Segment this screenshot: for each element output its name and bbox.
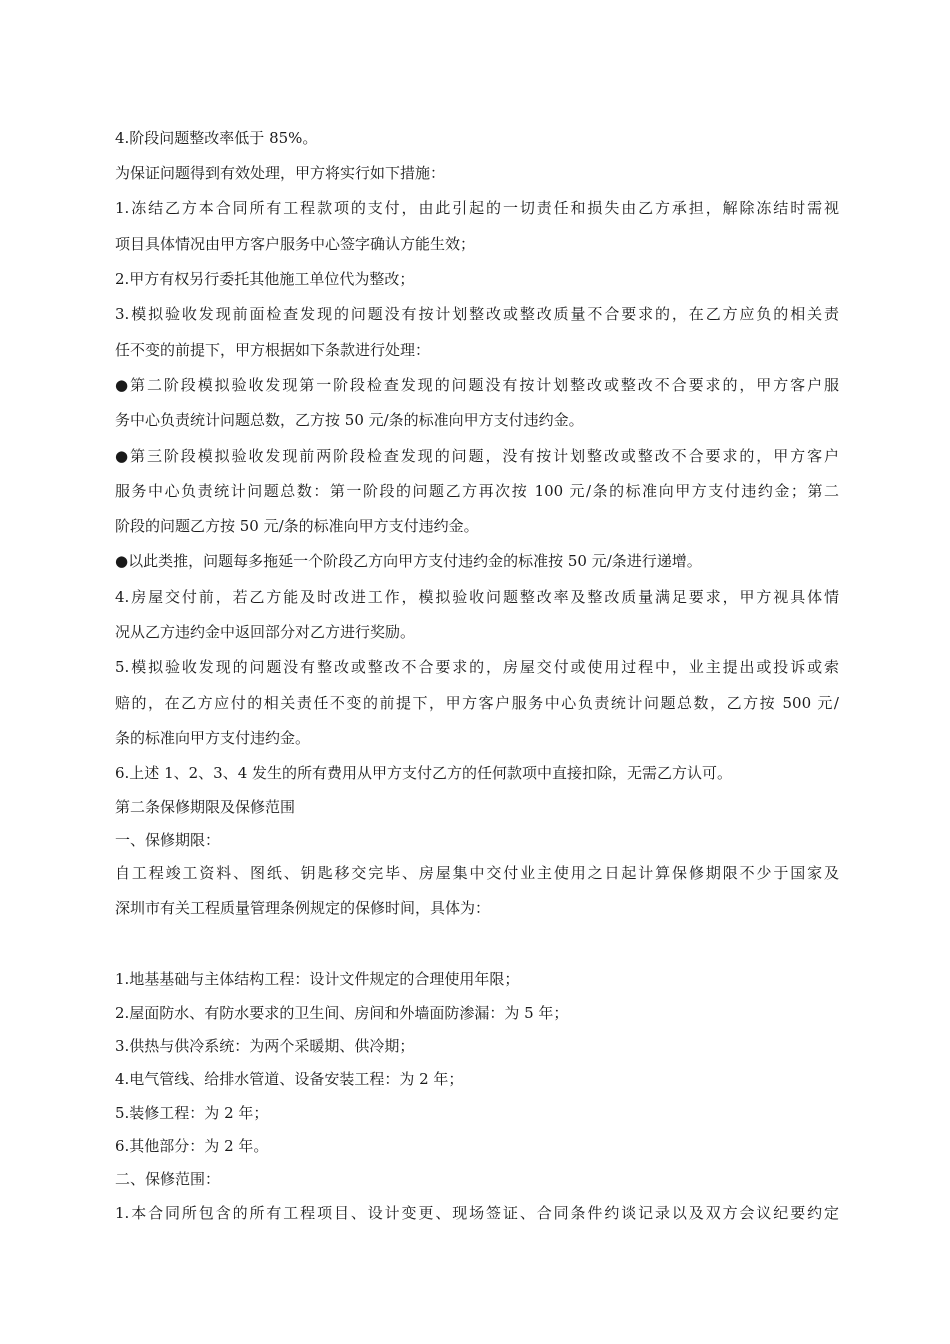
text-line: ●以此类推，问题每多拖延一个阶段乙方向甲方支付违约金的标准按 50 元/条进行递增。 (115, 552, 702, 570)
text-line: 4.阶段问题整改率低于 85%。 (115, 129, 318, 147)
text-line: 6.上述 1、2、3、4 发生的所有费用从甲方支付乙方的任何款项中直接扣除，无需乙方认可。 (115, 764, 733, 782)
text-line: 3.模拟验收发现前面检查发现的问题没有按计划整改或整改质量不合要求的，在乙方应负的相关责 (115, 305, 839, 323)
text-line: 深圳市有关工程质量管理条例规定的保修时间，具体为： (115, 899, 491, 917)
text-line: 4.电气管线、给排水管道、设备安装工程：为 2 年； (115, 1070, 464, 1088)
text-line: 任不变的前提下，甲方根据如下条款进行处理： (115, 341, 431, 359)
text-line: 为保证问题得到有效处理，甲方将实行如下措施： (115, 164, 446, 182)
text-line: 4.房屋交付前，若乙方能及时改进工作，模拟验收问题整改率及整改质量满足要求，甲方视具体情 (115, 588, 839, 606)
text-line: 条的标准向甲方支付违约金。 (115, 729, 311, 747)
subsection-heading: 一、保修期限： (115, 831, 221, 849)
text-line: 2.屋面防水、有防水要求的卫生间、房间和外墙面防渗漏：为 5 年； (115, 1004, 569, 1022)
text-line: 项目具体情况由甲方客户服务中心签字确认方能生效； (115, 235, 476, 253)
text-line: 1.本合同所包含的所有工程项目、设计变更、现场签证、合同条件约谈记录以及双方会议纪要约定 (115, 1204, 839, 1222)
subsection-heading: 二、保修范围： (115, 1170, 221, 1188)
text-line: 自工程竣工资料、图纸、钥匙移交完毕、房屋集中交付业主使用之日起计算保修期限不少于国家及 (115, 864, 839, 882)
text-line: 务中心负责统计问题总数，乙方按 50 元/条的标准向甲方支付违约金。 (115, 411, 584, 429)
text-line: 5.模拟验收发现的问题没有整改或整改不合要求的，房屋交付或使用过程中，业主提出或投诉或索 (115, 658, 839, 676)
text-line: 5.装修工程：为 2 年； (115, 1104, 269, 1122)
section-heading: 第二条保修期限及保修范围 (115, 798, 296, 816)
text-line: ●第二阶段模拟验收发现第一阶段检查发现的问题没有按计划整改或整改不合要求的，甲方客户服 (115, 376, 839, 394)
text-line: 3.供热与供冷系统：为两个采暖期、供冷期； (115, 1037, 415, 1055)
text-line: ●第三阶段模拟验收发现前两阶段检查发现的问题，没有按计划整改或整改不合要求的，甲方客户 (115, 447, 839, 465)
text-line: 1.地基基础与主体结构工程：设计文件规定的合理使用年限； (115, 970, 520, 988)
text-line: 况从乙方违约金中返回部分对乙方进行奖励。 (115, 623, 416, 641)
text-line: 阶段的问题乙方按 50 元/条的标准向甲方支付违约金。 (115, 517, 479, 535)
text-line: 2.甲方有权另行委托其他施工单位代为整改； (115, 270, 415, 288)
text-line: 6.其他部分：为 2 年。 (115, 1137, 269, 1155)
text-line: 服务中心负责统计问题总数：第一阶段的问题乙方再次按 100 元/条的标准向甲方支付违约金；第二 (115, 482, 839, 500)
text-line: 赔的，在乙方应付的相关责任不变的前提下，甲方客户服务中心负责统计问题总数，乙方按 500 元/ (115, 694, 839, 712)
text-line: 1.冻结乙方本合同所有工程款项的支付，由此引起的一切责任和损失由乙方承担，解除冻结时需视 (115, 199, 839, 217)
